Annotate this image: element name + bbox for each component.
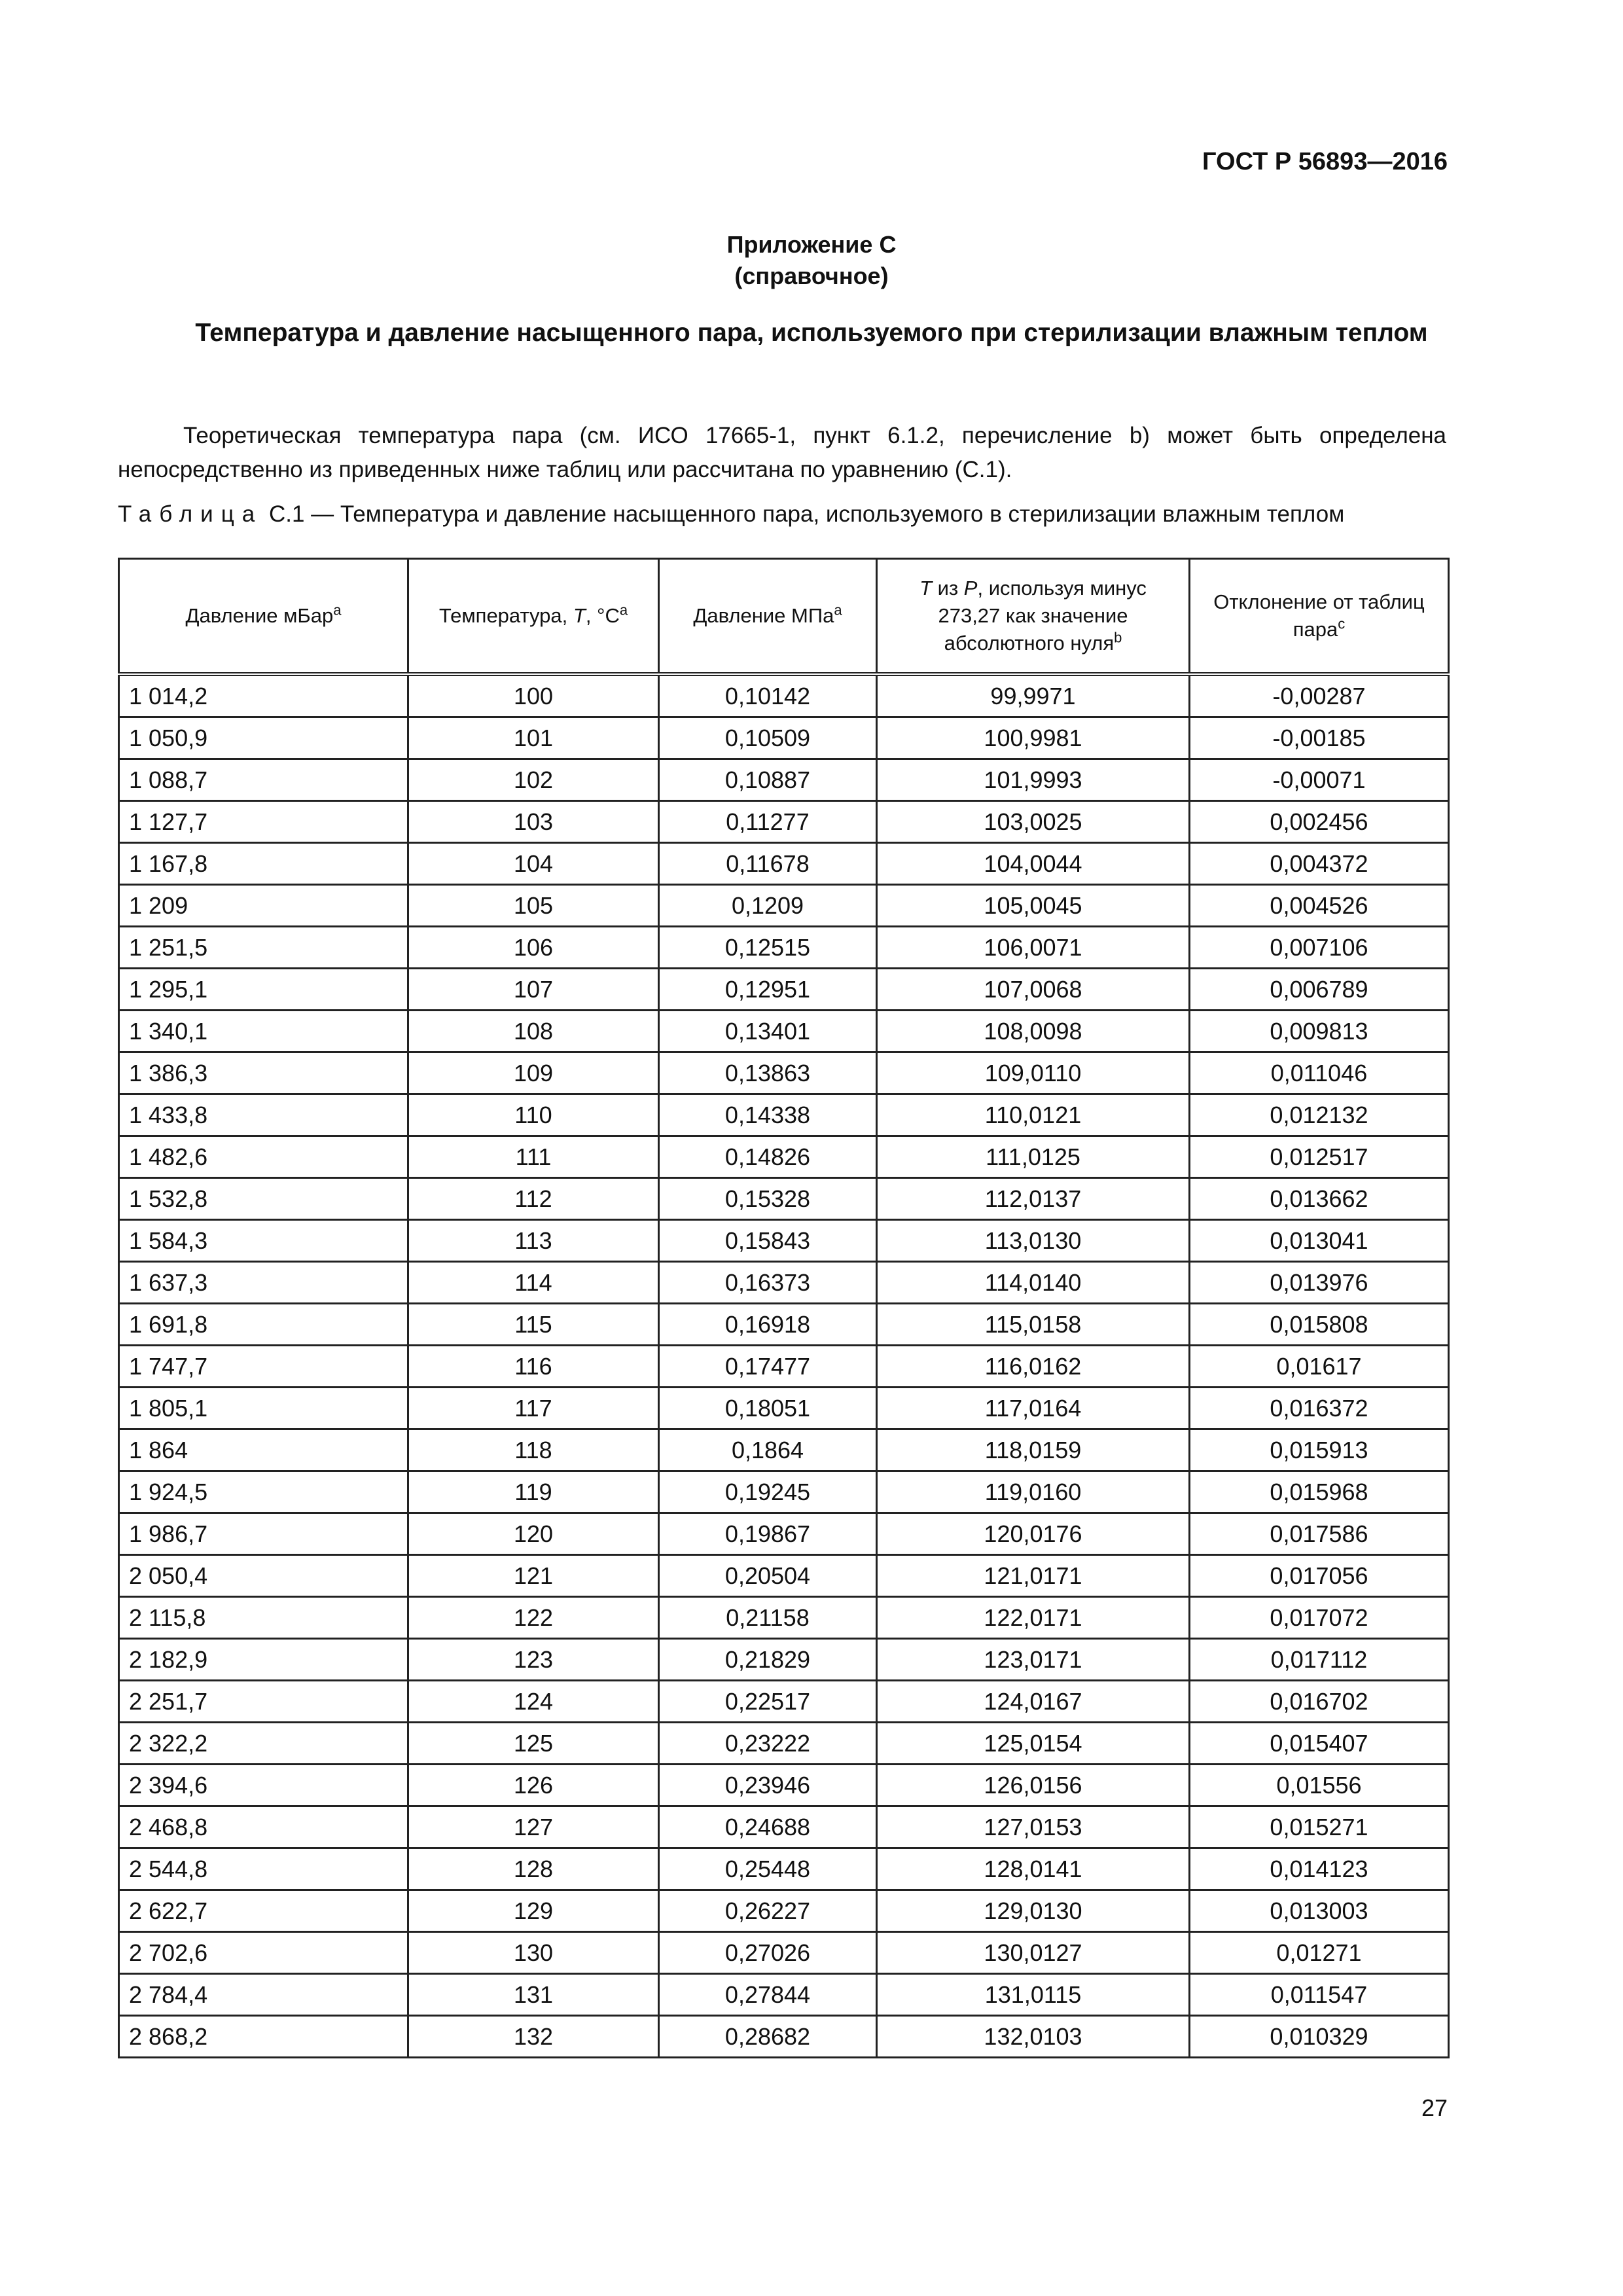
table-cell: 0,007106 bbox=[1190, 927, 1449, 969]
table-cell: 1 295,1 bbox=[119, 969, 408, 1011]
table-cell: 125,0154 bbox=[877, 1723, 1190, 1765]
table-cell: 0,12515 bbox=[659, 927, 877, 969]
table-cell: 1 482,6 bbox=[119, 1136, 408, 1178]
table-cell: 0,22517 bbox=[659, 1681, 877, 1723]
table-cell: 0,011046 bbox=[1190, 1052, 1449, 1094]
table-cell: 117 bbox=[408, 1388, 659, 1429]
table-cell: 0,27844 bbox=[659, 1974, 877, 2016]
table-cell: 108,0098 bbox=[877, 1011, 1190, 1052]
table-row bbox=[119, 1681, 1449, 1723]
table-cell: 124 bbox=[408, 1681, 659, 1723]
table-cell: 0,10509 bbox=[659, 717, 877, 759]
table-cell: -0,00185 bbox=[1190, 717, 1449, 759]
table-cell: 127 bbox=[408, 1806, 659, 1848]
table-cell: 0,009813 bbox=[1190, 1011, 1449, 1052]
table-row bbox=[119, 1513, 1449, 1555]
table-row bbox=[119, 1848, 1449, 1890]
table-cell: 0,19867 bbox=[659, 1513, 877, 1555]
table-cell: 115 bbox=[408, 1304, 659, 1346]
table-row bbox=[119, 1471, 1449, 1513]
table-cell: 122 bbox=[408, 1597, 659, 1639]
table-row bbox=[119, 1262, 1449, 1304]
table-cell: 112,0137 bbox=[877, 1178, 1190, 1220]
table-cell: 129,0130 bbox=[877, 1890, 1190, 1932]
table-cell: 112 bbox=[408, 1178, 659, 1220]
table-cell: 111 bbox=[408, 1136, 659, 1178]
table-cell: 0,13401 bbox=[659, 1011, 877, 1052]
table-cell: 131,0115 bbox=[877, 1974, 1190, 2016]
table-cell: 114,0140 bbox=[877, 1262, 1190, 1304]
table-cell: 2 702,6 bbox=[119, 1932, 408, 1974]
table-cell: 0,21158 bbox=[659, 1597, 877, 1639]
table-cell: 0,017586 bbox=[1190, 1513, 1449, 1555]
table-row bbox=[119, 927, 1449, 969]
table-cell: 0,011547 bbox=[1190, 1974, 1449, 2016]
table-cell: 0,10142 bbox=[659, 674, 877, 717]
table-cell: 0,015808 bbox=[1190, 1304, 1449, 1346]
table-cell: 0,23946 bbox=[659, 1765, 877, 1806]
table-cell: 109,0110 bbox=[877, 1052, 1190, 1094]
table-cell: 1 088,7 bbox=[119, 759, 408, 801]
header-t-from-p: T из P, используя минус 273,27 как значение абсолютного нуля$^b$ bbox=[877, 559, 1190, 675]
table-row bbox=[119, 1806, 1449, 1848]
table-cell: 1 691,8 bbox=[119, 1304, 408, 1346]
table-cell: 0,015271 bbox=[1190, 1806, 1449, 1848]
table-cell: 2 784,4 bbox=[119, 1974, 408, 2016]
table-cell: 0,14338 bbox=[659, 1094, 877, 1136]
table-caption-prefix: Таблица bbox=[118, 501, 263, 527]
table-cell: 100,9981 bbox=[877, 717, 1190, 759]
table-cell: 1 340,1 bbox=[119, 1011, 408, 1052]
table-cell: 1 986,7 bbox=[119, 1513, 408, 1555]
table-cell: 107 bbox=[408, 969, 659, 1011]
annex-heading bbox=[0, 229, 1623, 292]
table-row bbox=[119, 1052, 1449, 1094]
table-cell: 0,13863 bbox=[659, 1052, 877, 1094]
table-cell: 1 805,1 bbox=[119, 1388, 408, 1429]
table-cell: 0,016702 bbox=[1190, 1681, 1449, 1723]
table-row bbox=[119, 885, 1449, 927]
table-row bbox=[119, 969, 1449, 1011]
table-cell: 0,15328 bbox=[659, 1178, 877, 1220]
page-number: 27 bbox=[1421, 2094, 1448, 2121]
table-row bbox=[119, 717, 1449, 759]
table-body bbox=[119, 674, 1449, 2058]
table-cell: 0,1864 bbox=[659, 1429, 877, 1471]
table-row bbox=[119, 1723, 1449, 1765]
table-cell: 0,014123 bbox=[1190, 1848, 1449, 1890]
table-cell: 111,0125 bbox=[877, 1136, 1190, 1178]
table-cell: 1 251,5 bbox=[119, 927, 408, 969]
table-cell: 101 bbox=[408, 717, 659, 759]
table-cell: 0,14826 bbox=[659, 1136, 877, 1178]
table-cell: 0,015407 bbox=[1190, 1723, 1449, 1765]
table-cell: 0,015968 bbox=[1190, 1471, 1449, 1513]
table-caption-text: С.1 — Температура и давление насыщенного пара, используемого в стерилизации влажным теплом bbox=[268, 501, 1345, 527]
table-cell: 115,0158 bbox=[877, 1304, 1190, 1346]
header-pressure-mpa: Давление МПа$^a$ bbox=[659, 559, 877, 675]
table-cell: 106,0071 bbox=[877, 927, 1190, 969]
table-row bbox=[119, 759, 1449, 801]
intro-paragraph bbox=[118, 419, 1446, 487]
table-cell: 0,01617 bbox=[1190, 1346, 1449, 1388]
table-cell: 102 bbox=[408, 759, 659, 801]
table-cell: 130 bbox=[408, 1932, 659, 1974]
table-row bbox=[119, 1136, 1449, 1178]
table-cell: 108 bbox=[408, 1011, 659, 1052]
table-cell: 1 050,9 bbox=[119, 717, 408, 759]
table-row bbox=[119, 1220, 1449, 1262]
table-cell: 110 bbox=[408, 1094, 659, 1136]
table-cell: 0,002456 bbox=[1190, 801, 1449, 843]
table-cell: 126 bbox=[408, 1765, 659, 1806]
table-cell: 110,0121 bbox=[877, 1094, 1190, 1136]
table-cell: 2 544,8 bbox=[119, 1848, 408, 1890]
table-cell: 116 bbox=[408, 1346, 659, 1388]
table-row bbox=[119, 1346, 1449, 1388]
table-cell: 0,10887 bbox=[659, 759, 877, 801]
table-cell: 2 115,8 bbox=[119, 1597, 408, 1639]
table-cell: 100 bbox=[408, 674, 659, 717]
table-cell: 0,013041 bbox=[1190, 1220, 1449, 1262]
table-cell: 125 bbox=[408, 1723, 659, 1765]
table-cell: 118,0159 bbox=[877, 1429, 1190, 1471]
table-cell: 1 532,8 bbox=[119, 1178, 408, 1220]
table-row bbox=[119, 1597, 1449, 1639]
table-cell: 0,016372 bbox=[1190, 1388, 1449, 1429]
table-cell: 1 433,8 bbox=[119, 1094, 408, 1136]
annex-title: Температура и давление насыщенного пара, используемого при стерилизации влажным теплом bbox=[195, 319, 1428, 347]
table-cell: 0,27026 bbox=[659, 1932, 877, 1974]
table-cell: 99,9971 bbox=[877, 674, 1190, 717]
table-cell: 103 bbox=[408, 801, 659, 843]
header-temperature: Температура, T, $^\circ С^a$ bbox=[408, 559, 659, 675]
table-cell: 0,006789 bbox=[1190, 969, 1449, 1011]
table-cell: 0,11678 bbox=[659, 843, 877, 885]
standard-number: ГОСТ Р 56893—2016 bbox=[1202, 148, 1448, 175]
table-cell: 120,0176 bbox=[877, 1513, 1190, 1555]
table-cell: 2 322,2 bbox=[119, 1723, 408, 1765]
table-cell: 0,004526 bbox=[1190, 885, 1449, 927]
table-cell: 119,0160 bbox=[877, 1471, 1190, 1513]
table-cell: 128,0141 bbox=[877, 1848, 1190, 1890]
table-cell: 0,017112 bbox=[1190, 1639, 1449, 1681]
table-cell: 0,21829 bbox=[659, 1639, 877, 1681]
table-cell: 2 622,7 bbox=[119, 1890, 408, 1932]
table-row bbox=[119, 1011, 1449, 1052]
table-cell: 1 747,7 bbox=[119, 1346, 408, 1388]
table-cell: 116,0162 bbox=[877, 1346, 1190, 1388]
table-cell: 0,15843 bbox=[659, 1220, 877, 1262]
table-row bbox=[119, 1094, 1449, 1136]
table-cell: 103,0025 bbox=[877, 801, 1190, 843]
table-cell: 132 bbox=[408, 2016, 659, 2058]
table-cell: 0,25448 bbox=[659, 1848, 877, 1890]
table-cell: 131 bbox=[408, 1974, 659, 2016]
table-row bbox=[119, 1765, 1449, 1806]
table-cell: 2 050,4 bbox=[119, 1555, 408, 1597]
table-cell: 1 167,8 bbox=[119, 843, 408, 885]
table-cell: 0,24688 bbox=[659, 1806, 877, 1848]
table-cell: 0,015913 bbox=[1190, 1429, 1449, 1471]
table-cell: 121 bbox=[408, 1555, 659, 1597]
table-cell: 0,12951 bbox=[659, 969, 877, 1011]
table-row bbox=[119, 1304, 1449, 1346]
intro-text: Теоретическая температура пара (см. ИСО 17665-1, пункт 6.1.2, перечисление b) может быть определена непосредственно из приведенных ниже таблиц или рассчитана по уравнению (С.1). bbox=[118, 423, 1446, 482]
table-cell: 1 386,3 bbox=[119, 1052, 408, 1094]
table-cell: 121,0171 bbox=[877, 1555, 1190, 1597]
table-cell: 127,0153 bbox=[877, 1806, 1190, 1848]
table-cell: 0,23222 bbox=[659, 1723, 877, 1765]
table-row bbox=[119, 1890, 1449, 1932]
table-cell: 1 209 bbox=[119, 885, 408, 927]
table-cell: 124,0167 bbox=[877, 1681, 1190, 1723]
table-cell: 0,16918 bbox=[659, 1304, 877, 1346]
annex-kind: (справочное) bbox=[734, 262, 889, 289]
table-row bbox=[119, 1639, 1449, 1681]
table-cell: 0,010329 bbox=[1190, 2016, 1449, 2058]
table-cell: 117,0164 bbox=[877, 1388, 1190, 1429]
table-cell: 123,0171 bbox=[877, 1639, 1190, 1681]
table-row bbox=[119, 2016, 1449, 2058]
table-cell: 0,20504 bbox=[659, 1555, 877, 1597]
table-cell: 0,012132 bbox=[1190, 1094, 1449, 1136]
table-cell: 130,0127 bbox=[877, 1932, 1190, 1974]
table-cell: 101,9993 bbox=[877, 759, 1190, 801]
steam-table bbox=[118, 558, 1450, 2058]
table-cell: 113 bbox=[408, 1220, 659, 1262]
table-cell: 0,19245 bbox=[659, 1471, 877, 1513]
table-caption bbox=[118, 501, 1466, 528]
table-cell: 1 127,7 bbox=[119, 801, 408, 843]
table-cell: 2 251,7 bbox=[119, 1681, 408, 1723]
header-deviation: Отклонение от таблиц пара$^c$ bbox=[1190, 559, 1449, 675]
table-cell: 113,0130 bbox=[877, 1220, 1190, 1262]
table-header-row bbox=[119, 559, 1449, 675]
table-row bbox=[119, 843, 1449, 885]
table-row bbox=[119, 1429, 1449, 1471]
table-cell: 0,17477 bbox=[659, 1346, 877, 1388]
table-cell: 2 868,2 bbox=[119, 2016, 408, 2058]
table-cell: 0,017056 bbox=[1190, 1555, 1449, 1597]
table-cell: 106 bbox=[408, 927, 659, 969]
table-cell: 104 bbox=[408, 843, 659, 885]
table-cell: 0,1209 bbox=[659, 885, 877, 927]
table-cell: 0,012517 bbox=[1190, 1136, 1449, 1178]
table-cell: -0,00071 bbox=[1190, 759, 1449, 801]
table-cell: 1 014,2 bbox=[119, 674, 408, 717]
table-cell: 0,013662 bbox=[1190, 1178, 1449, 1220]
table-cell: 119 bbox=[408, 1471, 659, 1513]
table-cell: 0,11277 bbox=[659, 801, 877, 843]
table-row bbox=[119, 1974, 1449, 2016]
table-cell: 126,0156 bbox=[877, 1765, 1190, 1806]
table-row bbox=[119, 1932, 1449, 1974]
table-cell: 0,013003 bbox=[1190, 1890, 1449, 1932]
table-cell: 0,013976 bbox=[1190, 1262, 1449, 1304]
table-cell: 123 bbox=[408, 1639, 659, 1681]
table-cell: 129 bbox=[408, 1890, 659, 1932]
table-cell: 105 bbox=[408, 885, 659, 927]
table-cell: 109 bbox=[408, 1052, 659, 1094]
annex-label: Приложение С bbox=[726, 231, 897, 258]
table-cell: 2 182,9 bbox=[119, 1639, 408, 1681]
table-row bbox=[119, 801, 1449, 843]
table-cell: 0,004372 bbox=[1190, 843, 1449, 885]
header-pressure-mbar: Давление мБар$^a$ bbox=[119, 559, 408, 675]
table-cell: 1 584,3 bbox=[119, 1220, 408, 1262]
table-cell: 105,0045 bbox=[877, 885, 1190, 927]
table-cell: 0,18051 bbox=[659, 1388, 877, 1429]
table-cell: -0,00287 bbox=[1190, 674, 1449, 717]
table-cell: 2 468,8 bbox=[119, 1806, 408, 1848]
table-cell: 1 864 bbox=[119, 1429, 408, 1471]
table-cell: 104,0044 bbox=[877, 843, 1190, 885]
table-cell: 2 394,6 bbox=[119, 1765, 408, 1806]
table-cell: 1 924,5 bbox=[119, 1471, 408, 1513]
table-cell: 118 bbox=[408, 1429, 659, 1471]
table-row bbox=[119, 1388, 1449, 1429]
table-cell: 128 bbox=[408, 1848, 659, 1890]
table-row bbox=[119, 1178, 1449, 1220]
table-cell: 0,01271 bbox=[1190, 1932, 1449, 1974]
table-cell: 122,0171 bbox=[877, 1597, 1190, 1639]
table-cell: 107,0068 bbox=[877, 969, 1190, 1011]
table-cell: 0,01556 bbox=[1190, 1765, 1449, 1806]
table-cell: 1 637,3 bbox=[119, 1262, 408, 1304]
table-cell: 132,0103 bbox=[877, 2016, 1190, 2058]
table-cell: 114 bbox=[408, 1262, 659, 1304]
table-cell: 0,16373 bbox=[659, 1262, 877, 1304]
table-cell: 120 bbox=[408, 1513, 659, 1555]
table-cell: 0,26227 bbox=[659, 1890, 877, 1932]
table-row bbox=[119, 1555, 1449, 1597]
table-cell: 0,017072 bbox=[1190, 1597, 1449, 1639]
table-cell: 0,28682 bbox=[659, 2016, 877, 2058]
table-row bbox=[119, 674, 1449, 717]
